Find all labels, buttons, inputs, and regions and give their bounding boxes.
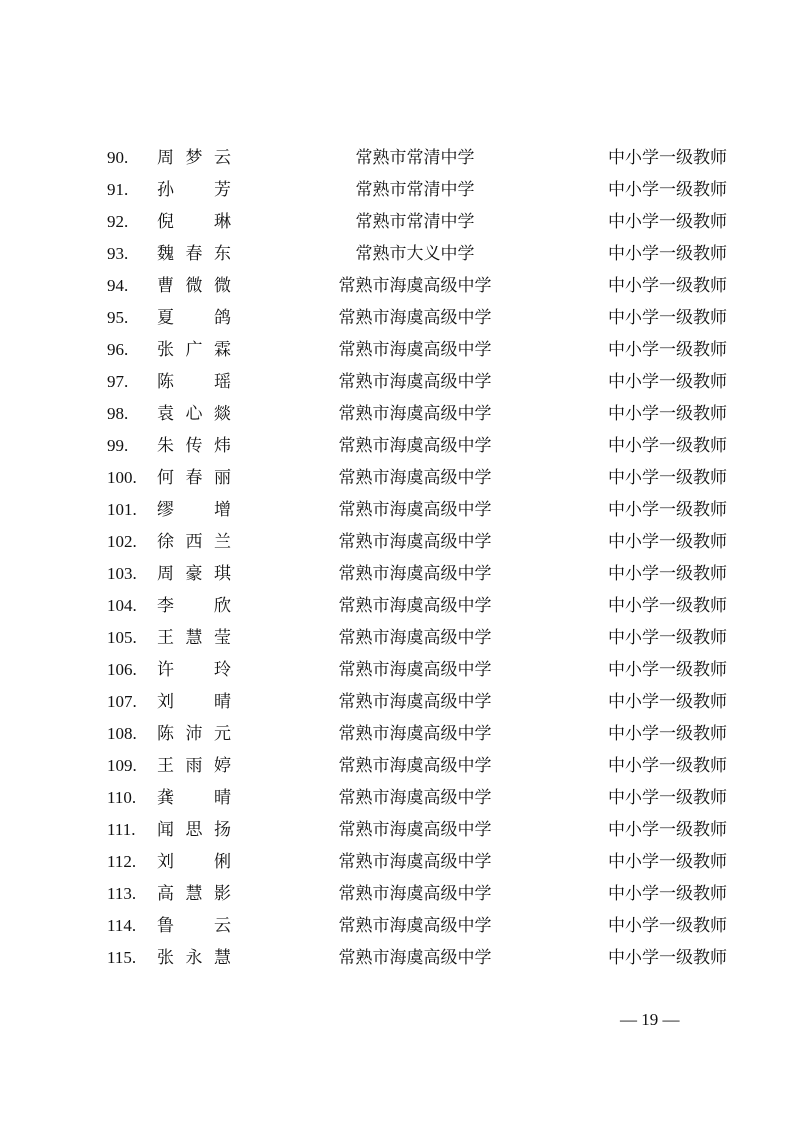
teacher-name: 魏春东 xyxy=(157,244,231,264)
list-row xyxy=(0,686,793,718)
list-row xyxy=(0,846,793,878)
teacher-name: 朱传炜 xyxy=(157,436,231,456)
teacher-title: 中小学一级教师 xyxy=(608,660,727,680)
teacher-title: 中小学一级教师 xyxy=(608,564,727,584)
list-row xyxy=(0,270,793,302)
row-number: 104. xyxy=(107,596,137,615)
row-number: 110. xyxy=(107,788,137,807)
teacher-title: 中小学一级教师 xyxy=(608,404,727,424)
teacher-title: 中小学一级教师 xyxy=(608,724,727,744)
teacher-list xyxy=(0,142,793,974)
teacher-name: 李 欣 xyxy=(157,596,231,616)
teacher-name: 周豪琪 xyxy=(157,564,231,584)
teacher-title: 中小学一级教师 xyxy=(608,884,727,904)
school-name: 常熟市海虞高级中学 xyxy=(338,756,492,776)
page-number: — 19 — xyxy=(620,1010,680,1029)
list-row xyxy=(0,718,793,750)
teacher-name: 倪 琳 xyxy=(157,212,231,232)
school-name: 常熟市海虞高级中学 xyxy=(338,276,492,296)
school-name: 常熟市常清中学 xyxy=(355,148,475,168)
school-name: 常熟市海虞高级中学 xyxy=(338,660,492,680)
list-row xyxy=(0,494,793,526)
teacher-title: 中小学一级教师 xyxy=(608,532,727,552)
row-number: 106. xyxy=(107,660,137,679)
teacher-name: 夏 鸽 xyxy=(157,308,231,328)
list-row xyxy=(0,814,793,846)
row-number: 103. xyxy=(107,564,137,583)
teacher-title: 中小学一级教师 xyxy=(608,692,727,712)
school-name: 常熟市海虞高级中学 xyxy=(338,884,492,904)
school-name: 常熟市海虞高级中学 xyxy=(338,340,492,360)
school-name: 常熟市海虞高级中学 xyxy=(338,404,492,424)
teacher-name: 袁心燚 xyxy=(157,404,231,424)
teacher-name: 曹微微 xyxy=(157,276,231,296)
teacher-title: 中小学一级教师 xyxy=(608,500,727,520)
teacher-name: 陈沛元 xyxy=(157,724,231,744)
teacher-name: 刘 晴 xyxy=(157,692,231,712)
row-number: 112. xyxy=(107,852,137,871)
teacher-title: 中小学一级教师 xyxy=(608,820,727,840)
teacher-name: 王慧莹 xyxy=(157,628,231,648)
row-number: 115. xyxy=(107,948,137,967)
teacher-title: 中小学一级教师 xyxy=(608,244,727,264)
teacher-title: 中小学一级教师 xyxy=(608,596,727,616)
list-row xyxy=(0,942,793,974)
teacher-name: 许 玲 xyxy=(157,660,231,680)
list-row xyxy=(0,334,793,366)
teacher-title: 中小学一级教师 xyxy=(608,948,727,968)
teacher-name: 鲁 云 xyxy=(157,916,231,936)
list-row xyxy=(0,782,793,814)
row-number: 93. xyxy=(107,244,129,263)
teacher-name: 周梦云 xyxy=(157,148,231,168)
teacher-name: 陈 瑶 xyxy=(157,372,231,392)
row-number: 97. xyxy=(107,372,129,391)
teacher-name: 孙 芳 xyxy=(157,180,231,200)
school-name: 常熟市海虞高级中学 xyxy=(338,564,492,584)
teacher-title: 中小学一级教师 xyxy=(608,756,727,776)
school-name: 常熟市海虞高级中学 xyxy=(338,436,492,456)
list-row xyxy=(0,654,793,686)
row-number: 100. xyxy=(107,468,137,487)
row-number: 109. xyxy=(107,756,137,775)
list-row xyxy=(0,526,793,558)
list-row xyxy=(0,398,793,430)
school-name: 常熟市常清中学 xyxy=(355,180,475,200)
teacher-name: 闻思扬 xyxy=(157,820,231,840)
list-row xyxy=(0,750,793,782)
school-name: 常熟市海虞高级中学 xyxy=(338,532,492,552)
school-name: 常熟市海虞高级中学 xyxy=(338,308,492,328)
school-name: 常熟市大义中学 xyxy=(355,244,475,264)
list-row xyxy=(0,878,793,910)
school-name: 常熟市海虞高级中学 xyxy=(338,948,492,968)
teacher-name: 王雨婷 xyxy=(157,756,231,776)
teacher-title: 中小学一级教师 xyxy=(608,212,727,232)
row-number: 114. xyxy=(107,916,137,935)
school-name: 常熟市海虞高级中学 xyxy=(338,692,492,712)
school-name: 常熟市海虞高级中学 xyxy=(338,820,492,840)
row-number: 92. xyxy=(107,212,129,231)
teacher-name: 徐西兰 xyxy=(157,532,231,552)
teacher-title: 中小学一级教师 xyxy=(608,308,727,328)
list-row xyxy=(0,302,793,334)
list-row xyxy=(0,430,793,462)
school-name: 常熟市海虞高级中学 xyxy=(338,788,492,808)
teacher-title: 中小学一级教师 xyxy=(608,436,727,456)
row-number: 98. xyxy=(107,404,129,423)
row-number: 113. xyxy=(107,884,137,903)
school-name: 常熟市海虞高级中学 xyxy=(338,372,492,392)
row-number: 95. xyxy=(107,308,129,327)
row-number: 90. xyxy=(107,148,129,167)
school-name: 常熟市海虞高级中学 xyxy=(338,724,492,744)
teacher-name: 缪 增 xyxy=(157,500,231,520)
row-number: 101. xyxy=(107,500,137,519)
list-row xyxy=(0,622,793,654)
list-row xyxy=(0,910,793,942)
row-number: 91. xyxy=(107,180,129,199)
list-row xyxy=(0,590,793,622)
school-name: 常熟市常清中学 xyxy=(355,212,475,232)
row-number: 102. xyxy=(107,532,137,551)
school-name: 常熟市海虞高级中学 xyxy=(338,468,492,488)
teacher-name: 龚 晴 xyxy=(157,788,231,808)
teacher-name: 张永慧 xyxy=(157,948,231,968)
row-number: 94. xyxy=(107,276,129,295)
teacher-name: 何春丽 xyxy=(157,468,231,488)
teacher-title: 中小学一级教师 xyxy=(608,372,727,392)
school-name: 常熟市海虞高级中学 xyxy=(338,500,492,520)
school-name: 常熟市海虞高级中学 xyxy=(338,628,492,648)
school-name: 常熟市海虞高级中学 xyxy=(338,596,492,616)
row-number: 108. xyxy=(107,724,137,743)
row-number: 107. xyxy=(107,692,137,711)
teacher-title: 中小学一级教师 xyxy=(608,148,727,168)
row-number: 105. xyxy=(107,628,137,647)
teacher-name: 刘 俐 xyxy=(157,852,231,872)
school-name: 常熟市海虞高级中学 xyxy=(338,916,492,936)
teacher-title: 中小学一级教师 xyxy=(608,852,727,872)
row-number: 96. xyxy=(107,340,129,359)
list-row xyxy=(0,558,793,590)
list-row xyxy=(0,174,793,206)
list-row xyxy=(0,238,793,270)
teacher-title: 中小学一级教师 xyxy=(608,788,727,808)
row-number: 99. xyxy=(107,436,129,455)
teacher-name: 高慧影 xyxy=(157,884,231,904)
list-row xyxy=(0,206,793,238)
teacher-title: 中小学一级教师 xyxy=(608,628,727,648)
list-row xyxy=(0,462,793,494)
teacher-title: 中小学一级教师 xyxy=(608,180,727,200)
teacher-title: 中小学一级教师 xyxy=(608,276,727,296)
teacher-title: 中小学一级教师 xyxy=(608,468,727,488)
school-name: 常熟市海虞高级中学 xyxy=(338,852,492,872)
teacher-title: 中小学一级教师 xyxy=(608,340,727,360)
teacher-name: 张广霖 xyxy=(157,340,231,360)
list-row xyxy=(0,142,793,174)
row-number: 111. xyxy=(107,820,136,839)
list-row xyxy=(0,366,793,398)
teacher-title: 中小学一级教师 xyxy=(608,916,727,936)
